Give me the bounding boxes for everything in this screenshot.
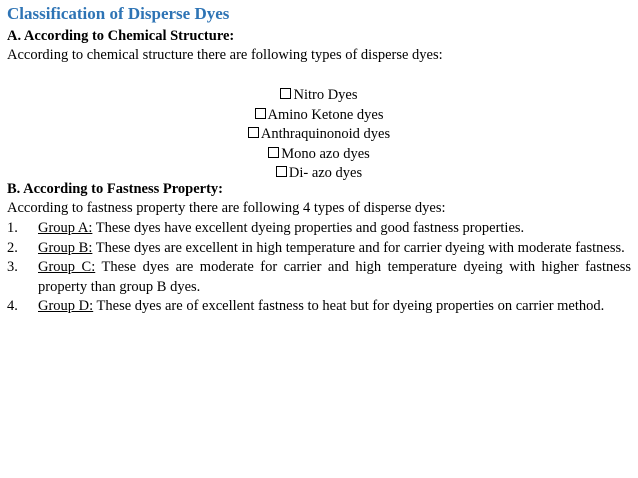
section-a-intro: According to chemical structure there are following types of disperse dyes: bbox=[7, 47, 443, 63]
item-number: 4. bbox=[7, 298, 18, 314]
checkbox-bullet-icon bbox=[248, 127, 259, 138]
item-text: These dyes are excellent in high temperature and for carrier dyeing with moderate fastness. bbox=[92, 239, 625, 256]
item-number: 3. bbox=[7, 259, 18, 275]
group-label: Group A: bbox=[38, 220, 93, 236]
list-item: Anthraquinonoid dyes bbox=[0, 125, 638, 145]
group-label: Group B: bbox=[38, 239, 93, 256]
list-item: Amino Ketone dyes bbox=[0, 106, 638, 126]
list-item bbox=[0, 258, 638, 297]
item-text: These dyes are moderate for carrier and high temperature dyeing with higher fastness property than group B dyes. bbox=[38, 259, 631, 295]
list-item: Di- azo dyes bbox=[0, 164, 638, 184]
item-number: 1. bbox=[7, 220, 18, 236]
list-item bbox=[0, 297, 638, 317]
page-title: Classification of Disperse Dyes bbox=[7, 4, 230, 23]
section-a-heading: A. According to Chemical Structure: bbox=[7, 28, 235, 44]
checkbox-bullet-icon bbox=[255, 108, 266, 119]
item-text: These dyes are of excellent fastness to heat but for dyeing properties on carrier method. bbox=[93, 298, 605, 314]
item-number: 2. bbox=[7, 239, 18, 256]
section-b-heading: B. According to Fastness Property: bbox=[7, 181, 223, 197]
list-item bbox=[0, 239, 638, 259]
list-item: Nitro Dyes bbox=[0, 86, 638, 106]
checkbox-bullet-icon bbox=[280, 88, 291, 99]
section-b-intro: According to fastness property there are following 4 types of disperse dyes: bbox=[7, 200, 446, 216]
checkbox-bullet-icon bbox=[276, 166, 287, 177]
list-item bbox=[0, 219, 638, 239]
group-label: Group D: bbox=[38, 298, 94, 314]
group-label: Group C: bbox=[38, 259, 96, 275]
checkbox-bullet-icon bbox=[268, 147, 279, 158]
chemical-structure-list bbox=[0, 86, 638, 184]
fastness-property-list bbox=[0, 219, 638, 317]
item-text: These dyes have excellent dyeing properties and good fastness properties. bbox=[92, 220, 525, 236]
list-item: Mono azo dyes bbox=[0, 145, 638, 165]
